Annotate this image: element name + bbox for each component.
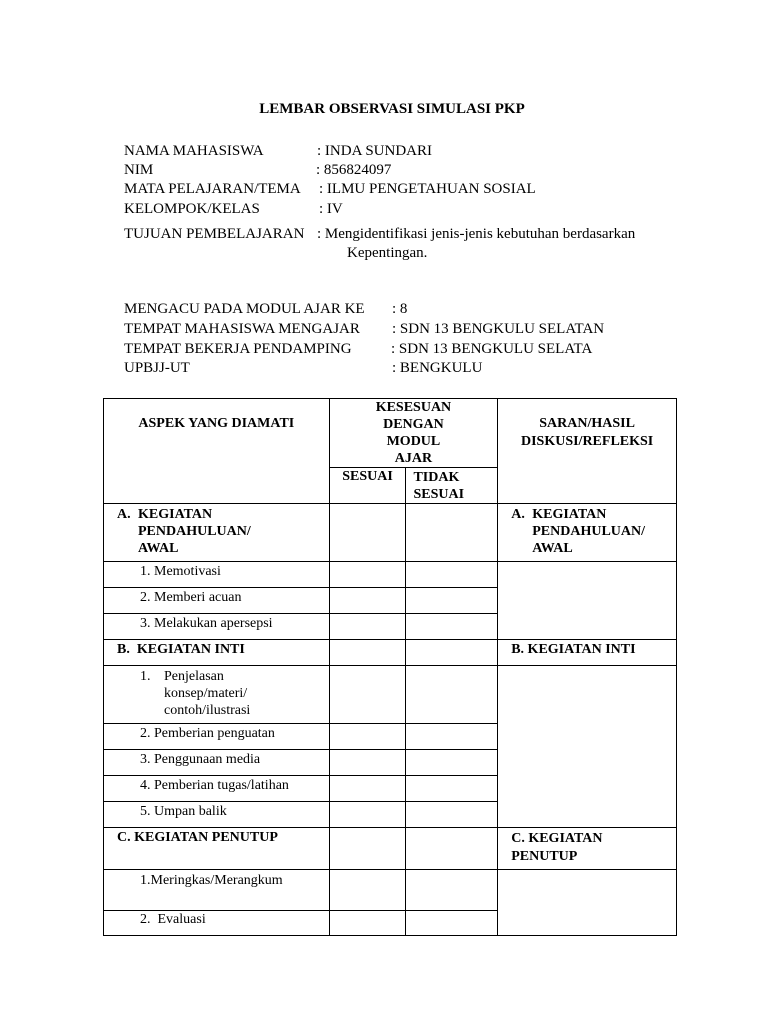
item-line: Penjelasan bbox=[164, 669, 224, 684]
section-line: KEGIATAN bbox=[532, 507, 607, 522]
header-tidak-line: SESUAI bbox=[413, 487, 465, 502]
item-label: 5. Umpan balik bbox=[104, 802, 330, 828]
field-label: TEMPAT MAHASISWA MENGAJAR bbox=[124, 321, 360, 337]
cell-tidak-sesuai[interactable] bbox=[406, 504, 498, 562]
cell-tidak-sesuai[interactable] bbox=[406, 724, 498, 750]
cell-sesuai[interactable] bbox=[329, 724, 406, 750]
item-label: 2. Evaluasi bbox=[104, 911, 330, 936]
header-kesesuaian bbox=[329, 399, 498, 468]
field-value: : IV bbox=[319, 201, 343, 217]
table-row bbox=[104, 666, 677, 724]
field-value: : SDN 13 BENGKULU SELATA bbox=[391, 341, 593, 357]
cell-sesuai[interactable] bbox=[329, 504, 406, 562]
cell-sesuai[interactable] bbox=[329, 640, 406, 666]
field-label: KELOMPOK/KELAS bbox=[124, 201, 260, 217]
section-marker: A. bbox=[511, 507, 525, 522]
field-value: : SDN 13 BENGKULU SELATAN bbox=[392, 321, 605, 337]
cell-tidak-sesuai[interactable] bbox=[406, 614, 498, 640]
field-value: : ILMU PENGETAHUAN SOSIAL bbox=[319, 181, 536, 197]
header-tidak-line: TIDAK bbox=[413, 470, 460, 485]
header-saran bbox=[498, 399, 677, 504]
cell-tidak-sesuai[interactable] bbox=[406, 911, 498, 936]
cell-sesuai[interactable] bbox=[329, 911, 406, 936]
field-label: NAMA MAHASISWA bbox=[124, 143, 264, 159]
saran-a-label bbox=[498, 504, 677, 562]
cell-tidak-sesuai[interactable] bbox=[406, 666, 498, 724]
section-c-label: C. KEGIATAN PENUTUP bbox=[104, 828, 330, 870]
field-label: MATA PELAJARAN/TEMA bbox=[124, 181, 301, 197]
field-tujuan-cont: Kepentingan. bbox=[347, 245, 428, 261]
item-label: 2. Memberi acuan bbox=[104, 588, 330, 614]
item-line: konsep/materi/ bbox=[164, 686, 248, 701]
item-label: 3. Melakukan apersepsi bbox=[104, 614, 330, 640]
header-tidak-sesuai bbox=[406, 468, 498, 504]
field-label: MENGACU PADA MODUL AJAR KE bbox=[124, 301, 365, 317]
header-kesesuaian-line: KESESUAN bbox=[375, 400, 452, 415]
cell-sesuai[interactable] bbox=[329, 614, 406, 640]
section-line: KEGIATAN bbox=[138, 507, 213, 522]
table-header-row bbox=[104, 399, 677, 468]
field-label: NIM bbox=[124, 162, 154, 178]
cell-tidak-sesuai[interactable] bbox=[406, 870, 498, 911]
section-row-b bbox=[104, 640, 677, 666]
header-kesesuaian-line: AJAR bbox=[394, 451, 433, 466]
header-kesesuaian-line: DENGAN bbox=[383, 417, 444, 432]
table-row bbox=[104, 870, 677, 911]
section-b-label: B. KEGIATAN INTI bbox=[104, 640, 330, 666]
cell-sesuai[interactable] bbox=[329, 828, 406, 870]
saran-cell-c[interactable] bbox=[498, 870, 677, 936]
item-label: 4. Pemberian tugas/latihan bbox=[104, 776, 330, 802]
cell-tidak-sesuai[interactable] bbox=[406, 828, 498, 870]
saran-cell-a[interactable] bbox=[498, 562, 677, 640]
header-saran-line: DISKUSI/REFLEKSI bbox=[520, 434, 654, 449]
saran-cell-b[interactable] bbox=[498, 666, 677, 828]
field-value: : 8 bbox=[392, 301, 408, 317]
saran-b-label: B. KEGIATAN INTI bbox=[498, 640, 677, 666]
section-a-label bbox=[104, 504, 330, 562]
section-line: PENUTUP bbox=[511, 849, 578, 864]
item-line: contoh/ilustrasi bbox=[164, 703, 251, 718]
header-sesuai: SESUAI bbox=[329, 468, 406, 504]
section-line: PENDAHULUAN/ bbox=[532, 524, 645, 539]
cell-tidak-sesuai[interactable] bbox=[406, 562, 498, 588]
section-text bbox=[532, 506, 645, 557]
cell-sesuai[interactable] bbox=[329, 802, 406, 828]
field-label: UPBJJ-UT bbox=[124, 360, 190, 376]
cell-sesuai[interactable] bbox=[329, 750, 406, 776]
item-label: 2. Pemberian penguatan bbox=[104, 724, 330, 750]
field-label: TEMPAT BEKERJA PENDAMPING bbox=[124, 341, 352, 357]
section-row-c bbox=[104, 828, 677, 870]
cell-tidak-sesuai[interactable] bbox=[406, 588, 498, 614]
cell-sesuai[interactable] bbox=[329, 870, 406, 911]
field-value: : INDA SUNDARI bbox=[317, 143, 433, 159]
item-text bbox=[164, 668, 250, 719]
saran-c-label bbox=[498, 828, 677, 870]
document-title: LEMBAR OBSERVASI SIMULASI PKP bbox=[259, 101, 525, 117]
header-aspek: ASPEK YANG DIAMATI bbox=[104, 399, 330, 504]
cell-tidak-sesuai[interactable] bbox=[406, 802, 498, 828]
section-line: PENDAHULUAN/ bbox=[138, 524, 251, 539]
section-text bbox=[138, 506, 251, 557]
cell-tidak-sesuai[interactable] bbox=[406, 750, 498, 776]
cell-sesuai[interactable] bbox=[329, 562, 406, 588]
section-marker: A. bbox=[117, 507, 131, 522]
item-label: 3. Penggunaan media bbox=[104, 750, 330, 776]
cell-sesuai[interactable] bbox=[329, 588, 406, 614]
cell-tidak-sesuai[interactable] bbox=[406, 776, 498, 802]
observation-table bbox=[103, 398, 677, 936]
cell-sesuai[interactable] bbox=[329, 666, 406, 724]
section-line: AWAL bbox=[138, 541, 179, 556]
field-value: : BENGKULU bbox=[392, 360, 483, 376]
table-row bbox=[104, 562, 677, 588]
field-label: TUJUAN PEMBELAJARAN bbox=[124, 226, 305, 242]
item-marker: 1. bbox=[140, 669, 151, 684]
item-label: 1.Meringkas/Merangkum bbox=[104, 870, 330, 911]
item-label bbox=[104, 666, 330, 724]
header-kesesuaian-line: MODUL bbox=[386, 434, 441, 449]
cell-sesuai[interactable] bbox=[329, 776, 406, 802]
field-value: : 856824097 bbox=[316, 162, 392, 178]
item-label: 1. Memotivasi bbox=[104, 562, 330, 588]
section-line: AWAL bbox=[532, 541, 573, 556]
cell-tidak-sesuai[interactable] bbox=[406, 640, 498, 666]
header-saran-line: SARAN/HASIL bbox=[539, 416, 635, 431]
section-row-a bbox=[104, 504, 677, 562]
field-value: : Mengidentifikasi jenis-jenis kebutuhan berdasarkan bbox=[317, 226, 636, 242]
section-line: C. KEGIATAN bbox=[511, 831, 603, 846]
